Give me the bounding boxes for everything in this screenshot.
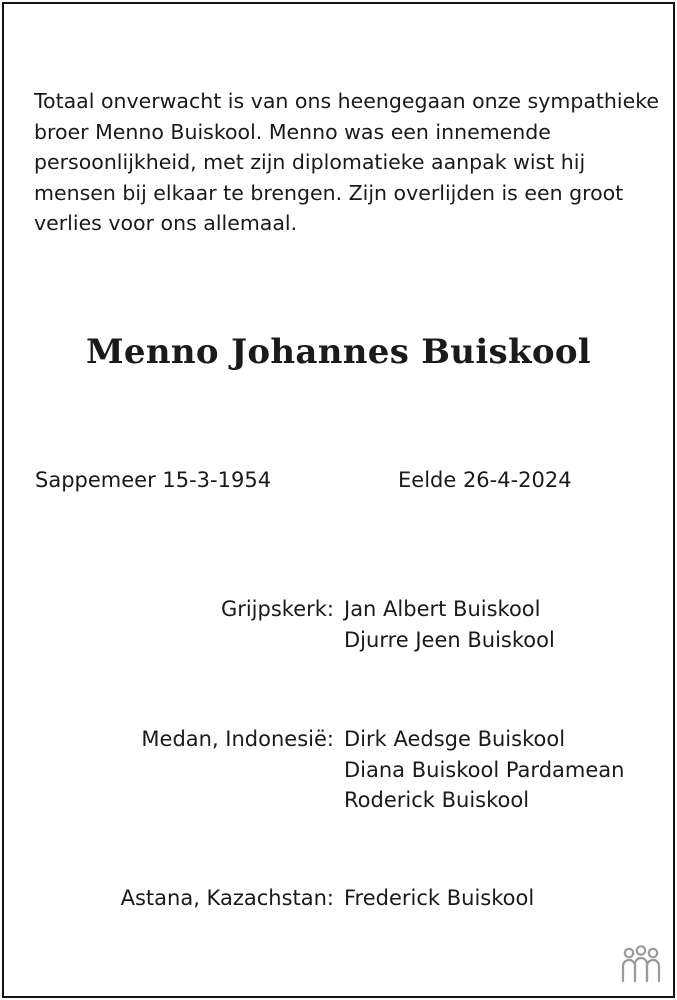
- family-place: Astana, Kazachstan:: [120, 886, 334, 910]
- family-place: Grijpskerk:: [220, 597, 334, 621]
- intro-line: persoonlijkheid, met zijn diplomatieke aanpak wist hij: [34, 150, 586, 174]
- deceased-name: Menno Johannes Buiskool: [85, 332, 592, 372]
- family-member: Djurre Jeen Buiskool: [344, 627, 555, 652]
- family-member: Jan Albert Buiskool: [344, 597, 541, 621]
- family-member: Diana Buiskool Pardamean: [344, 757, 625, 782]
- intro-line: mensen bij elkaar te brengen. Zijn overlijden is een groot: [34, 180, 624, 205]
- family-member: Dirk Aedsge Buiskool: [344, 727, 566, 751]
- intro-line: Totaal onverwacht is van ons heengegaan onze sympathieke: [34, 89, 659, 113]
- people-group-icon: [619, 944, 663, 984]
- family-members: [344, 724, 624, 816]
- family-members: [344, 594, 555, 655]
- birth-place-date: Sappemeer 15-3-1954: [35, 468, 272, 492]
- family-members: [344, 883, 534, 914]
- intro-line: broer Menno Buiskool. Menno was een innemende: [34, 119, 551, 144]
- intro-text: [34, 86, 659, 239]
- family-member: Frederick Buiskool: [344, 886, 535, 910]
- intro-line: verlies voor ons allemaal.: [34, 211, 298, 235]
- death-place-date: Eelde 26-4-2024: [398, 468, 572, 492]
- family-place: Medan, Indonesië:: [141, 727, 334, 751]
- family-member: Roderick Buiskool: [344, 788, 530, 812]
